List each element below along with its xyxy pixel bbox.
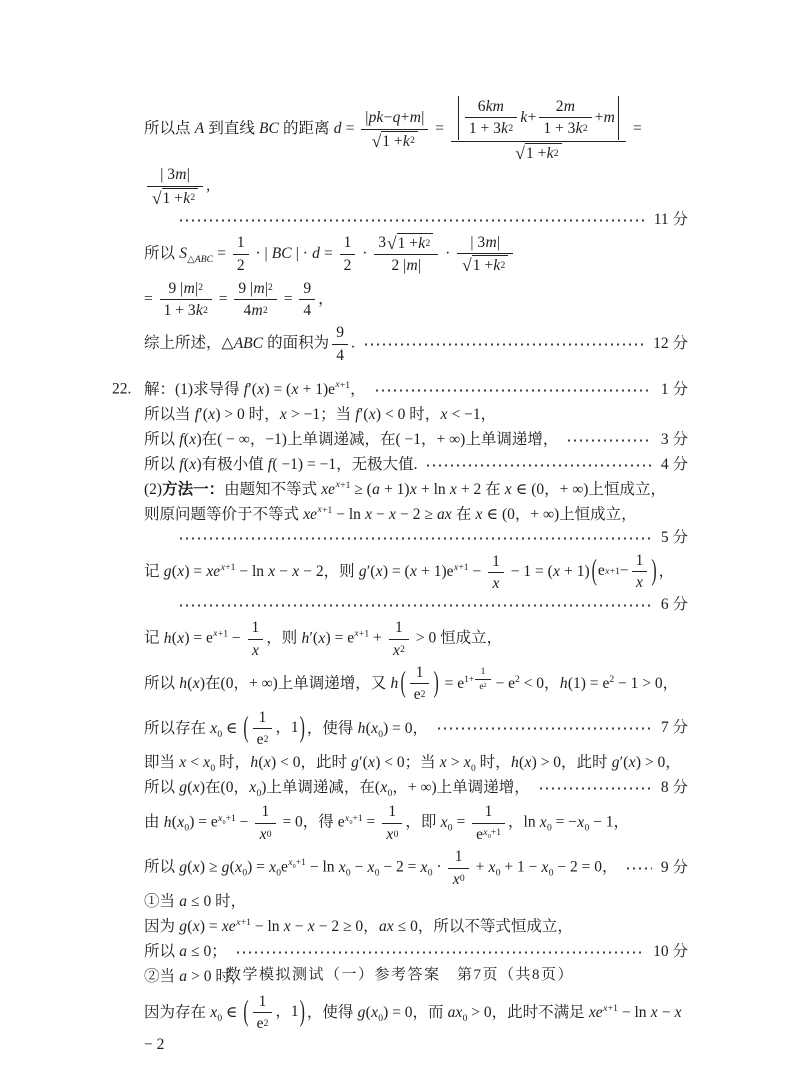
fraction [340,233,356,275]
subscript: △ABC [187,253,214,265]
dot-leader [178,536,652,541]
denominator [361,130,428,151]
fraction [299,279,315,321]
superscript: x0+1 [218,812,236,826]
close-paren: ) [433,667,439,699]
answer-line [112,403,688,427]
denominator: 4 [303,301,312,319]
subscript: 0 [387,788,393,800]
big-parentheses [400,662,440,706]
score-label: 3 分 [660,430,688,448]
answer-line [112,503,688,527]
numerator: 9 | m | 2 [160,279,212,300]
big-parentheses [242,707,305,751]
fraction [457,233,513,276]
radical-sign: √ [515,143,525,163]
paren-body: 1 e 2 ，1 [250,707,299,751]
subscript: 0 [266,828,272,840]
answer-line [112,891,688,915]
math-content: 所以 f(x)在( − ∞，−1)上单调递减，在( −1，+ ∞)上单调递增， [144,430,559,448]
close-paren: ) [299,712,305,744]
answer-line [112,801,688,845]
numerator: 1 [233,233,249,254]
denominator: 1 + 3 k 2 [543,120,588,138]
footer-text: 数学模拟测试（一）参考答案 第7页（共8页） [225,967,574,983]
fraction [361,108,428,151]
answer-line [112,278,688,322]
answer-line [112,776,688,800]
denominator: 1 + 3 k 2 [468,120,514,138]
math-content: 所以 h(x)在(0，+ ∞)上单调递增，又 h ( 1 e 2 ) = $e^{1+ 1 e 2}$ − $e^2 < 0$，$h(1) = e^2 - 1 > 0$， [144,662,678,706]
superscript: x+1 [605,566,620,578]
radical-sign: √ [371,131,382,151]
big-parentheses [242,991,305,1035]
denominator: 4 [336,346,344,364]
score-label: 5 分 [660,529,688,547]
numerator: | 3 m | [147,165,203,186]
answer-line [112,210,688,231]
open-paren: ( [400,667,406,699]
superscript: 2 [190,192,196,204]
answer-line [112,941,688,965]
subscript: 0 [378,1012,384,1024]
denominator: 2 [236,256,245,274]
denominator: 4 m 2 [243,301,268,319]
superscript: 2 [198,282,203,294]
answer-line [112,453,688,477]
score-label: 4 分 [660,455,688,473]
subscript: 0 [546,822,552,834]
answer-line [112,707,688,751]
superscript: 2 [609,673,615,685]
denominator [451,142,626,163]
denominator: e 2 [479,681,487,693]
denominator: x 0 [259,825,272,843]
math-content: 解：(1)求导得 $f'(x) = (x + 1)e^{x+1}$， [144,379,366,398]
superscript: 2 [203,304,208,316]
numerator: 1 [410,663,430,684]
math-content: 所以 $g(x) \ge g(x_0) = x_0e^{x_0+1} - \ln x_0 - x_0 - 2 = x_0$ · 1 x 0 + $x_0 + 1 - x_0 - 2 = 0$， [144,848,618,888]
math-content: ①当 a ≤ 0 时， [144,893,247,911]
math-content: 因为存在 $x_0$ ∈ ( 1 e 2 ，1 ) ，使得 $g(x_0) = 0$，而 $ax_0 > 0$，此时不满足 $xe^{x+1} - \ln x - x - 2$ [144,992,682,1053]
numerator: | pk − q + m | [361,108,428,129]
math-content: 综上所述，△ABC 的面积为 $\frac{9}{4}$ . [144,324,355,364]
superscript: 2 [483,683,487,690]
subscript: 0 [222,819,226,826]
answer-line [112,662,688,706]
numerator: 1 [340,233,356,254]
denominator [147,187,203,208]
superscript: x+1 [335,379,351,391]
tall-abs-bar [618,96,619,140]
subscript: 0 [495,867,501,879]
superscript: $x_0+1$ [483,827,502,840]
subscript: 0 [349,819,353,826]
superscript: 2 [400,644,405,656]
numerator: 1 [382,802,402,823]
denominator: x [251,641,259,659]
subscript: 0 [378,728,384,740]
math-content: ②当 a > 0 时， [144,968,247,986]
square-root [372,131,418,151]
denominator: 2 | m | [391,257,422,275]
denominator: x 0 [386,825,399,843]
subscript: 0 [427,867,433,879]
answer-line [112,550,688,594]
numerator: 1 [448,847,468,868]
dot-leader [538,786,652,791]
math-content: 所以当 f′(x) > 0 时，x > −1；当 f′(x) < 0 时，x < −1， [144,405,497,423]
math-content: 所以 $S_{\triangle ABC}$ = $\frac{1}{2}$ · | BC | · d = $\frac{1}{2}$ · 3 √ 1 + k 2 2 | m | · | 3 m | √ 1 + k 2 [144,232,516,277]
subscript: 0 [470,763,476,775]
math-content: 所以存在 $x_0$ ∈ ( 1 e 2 ，1 ) ，使得 $h(x_0) = 0$， [144,707,428,751]
numerator: 1 [389,618,409,639]
numerator: 9 | m | 2 [234,279,276,300]
answer-line [112,846,688,890]
math-content: 记 $h(x) = e^{x+1}$ − $\frac{1}{x}$ ，则 $h'(x) = e^{x+1}$ + 1 x 2 > 0 恒成立， [144,619,503,659]
subscript: 0 [256,788,262,800]
superscript: 2 [410,135,415,147]
fraction [248,618,264,660]
fraction [234,279,276,321]
fraction [332,323,348,365]
numerator: 1 [255,802,275,823]
close-paren: ) [651,555,657,587]
subscript: 0 [487,833,491,840]
superscript: 1+ 1 e 2 [464,674,491,685]
subscript: 0 [276,867,282,879]
fraction [382,802,402,844]
fraction [374,233,438,276]
math-content: 记 $g(x) = xe^{x+1} - \ln x - x - 2$，则 $g'(x) = (x + 1)e^{x+1}$ − $\frac{1}{x}$ − 1 = (x + 1) ( e x+1 − $\frac{1}{x}$ ) ， [144,551,675,592]
answer-line [112,751,688,775]
superscript: 2 [553,147,559,159]
answer-line [112,916,688,940]
superscript: 2 [582,123,588,135]
answer-content [112,94,688,1057]
answer-line [112,232,688,277]
superscript: 2 [420,689,426,701]
fraction [465,97,517,139]
denominator: e 2 [413,686,426,704]
dot-leader [436,726,652,731]
paren-body: e x+1 − $\frac{1}{x}$ [598,550,650,594]
subscript: 0 [210,763,216,775]
fraction [451,96,626,163]
denominator: x [636,574,643,592]
big-parentheses [591,550,658,594]
paren-body: 1 e 2 ，1 [250,991,299,1035]
numerator: 1 [472,802,505,823]
numerator: 6 km 1 + 3 k 2 k + 2 m 1 + 3 k 2 + m [451,96,626,142]
numerator: 1 [475,666,490,680]
superscript: 2 [263,1018,269,1030]
math-content: = 9 | m | 2 1 + 3 k 2 = 9 | m | 2 4 m 2 = $\frac{9}{4}$ ， [144,279,334,319]
score-label: 12 分 [653,334,688,352]
superscript: x0+1 [288,857,306,871]
fraction [632,551,648,593]
subscript: 0 [217,1012,223,1024]
subscript: 0 [459,873,465,885]
superscript: 2 [263,733,269,745]
score-label: 10 分 [653,943,688,961]
subscript: 0 [184,822,190,834]
subscript: 0 [393,828,399,840]
superscript: x+1 [213,628,229,640]
radicand: 1 + k 2 [525,143,562,163]
math-content: 即当 $x < x_0$ 时，h(x) < 0，此时 g′(x) < 0；当 $x > x_0$ 时，h(x) > 0，此时 g′(x) > 0， [144,753,681,775]
fraction [253,992,273,1034]
fraction [410,663,430,705]
math-content: 所以 g(x)在(0，$x_0$)上单调递减，在($x_0$，+ ∞)上单调递增， [144,778,530,800]
dot-leader [178,218,645,223]
fraction [448,847,468,889]
score-label: 7 分 [660,719,688,737]
numerator: 1 [248,618,264,639]
numerator: 1 [253,708,273,729]
subscript: 0 [447,822,453,834]
radical-sign: √ [152,188,162,208]
math-content: 因为 $g(x) = xe^{x+1} - \ln x - x - 2 \ge 0$，ax ≤ 0，所以不等式恒成立， [144,917,573,936]
radicand: 1 + k 2 [162,188,199,208]
denominator [457,254,513,275]
numerator: 9 [332,323,348,344]
denominator: 2 [343,256,352,274]
superscript: x+1 [603,1002,618,1014]
dot-leader [625,866,651,871]
numerator: 1 [488,552,504,573]
denominator: 1 + 3 k 2 [163,301,208,319]
square-root [515,143,561,163]
radicand: 1 + k 2 [381,131,418,151]
numerator: 2 m [539,97,591,118]
denominator: x 2 [392,641,405,659]
answer-line [112,478,688,502]
denominator: e 2 [256,731,269,749]
numerator: 9 [299,279,315,300]
superscript: x+1 [453,561,469,573]
superscript: x+1 [220,561,236,573]
score-label: 9 分 [660,858,688,876]
fraction [475,666,490,693]
radicand: 1 + k 2 [472,255,509,275]
fraction [255,802,275,844]
denominator: e $x_0+1$ [476,825,502,843]
superscript: 2 [500,260,506,272]
answer-line [112,322,688,366]
radicand: 1 + k 2 [397,233,434,253]
math-content: 则原问题等价于不等式 $xe^{x+1} - \ln x - x - 2$ ≥ ax 在 x ∈ (0，+ ∞)上恒成立， [144,504,637,523]
dot-leader [178,603,652,608]
superscript: 2 [425,237,431,249]
radical-sign: √ [387,233,397,253]
subscript: 0 [548,867,554,879]
answer-line [112,95,688,209]
open-paren: ( [243,996,249,1028]
math-content: 所以 f(x)有极小值 f( −1) = −1，无极大值. [144,455,418,473]
answer-line [112,428,688,452]
close-paren: ) [299,996,305,1028]
score-label: 11 分 [653,210,688,228]
superscript: x+1 [236,917,251,929]
math-content: 由 $h(x_0) = e^{x_0+1}$ − 1 x 0 = 0，得 $e^{x_0+1}$ = 1 x 0 ，即 $x_0$ = 1 e $x_0+1$ ，$\ln x_0 = -x_0 - 1$， [144,803,630,843]
answer-line [112,991,688,1056]
numerator: 3 √ 1 + k 2 [374,233,438,255]
superscript: 2 [263,304,268,316]
superscript: 2 [514,673,520,685]
denominator: x 0 [452,870,465,888]
open-paren: ( [591,555,597,587]
numerator: 6 km [465,97,517,118]
math-content: 所以点 A 到直线 BC 的距离 d = | pk − q + m | √ 1 + k 2 = 6 km 1 + 3 k 2 k + 2 m 1 + 3 k 2 + m √ 1 + k 2 = | 3 m | √ 1 + k 2 , [144,98,642,208]
paren-body [407,662,433,706]
open-paren: ( [243,712,249,744]
square-root [387,233,433,253]
fraction [160,279,212,321]
bold-text: 方法一： [162,480,225,498]
score-label: 8 分 [660,778,688,796]
dot-leader [374,388,652,393]
fraction [233,233,249,275]
dot-leader [566,438,652,443]
numerator: 1 [632,551,648,572]
dot-leader [363,342,644,347]
dot-leader [425,463,651,468]
fraction [472,802,505,844]
subscript: 0 [374,867,380,879]
fraction [147,165,203,208]
superscript: x+1 [335,479,351,491]
denominator: x [492,574,500,592]
subscript: 0 [345,867,351,879]
fraction [539,97,591,139]
superscript: x+1 [317,504,333,516]
math-content: 所以 a ≤ 0； [144,943,227,961]
superscript: 2 [268,282,273,294]
subscript: 0 [462,1012,468,1024]
tall-abs-bar [458,96,459,140]
denominator: e 2 [256,1015,269,1033]
problem-number: 22. [112,380,132,398]
superscript: x+1 [354,628,370,640]
numerator: | 3 m | [457,233,513,254]
answer-line [112,528,688,549]
subscript: 0 [217,728,223,740]
score-label: 6 分 [660,596,688,614]
score-label: 1 分 [660,380,688,398]
superscript: 2 [508,123,514,135]
square-root [462,255,508,275]
subscript: 0 [584,822,590,834]
fraction [253,708,273,750]
subscript: 0 [242,867,248,879]
answer-line [112,378,688,402]
answer-line [112,617,688,661]
dot-leader [235,950,644,955]
numerator: 1 [253,992,273,1013]
square-root [152,188,198,208]
math-content: (2)方法一：由题知不等式 $xe^{x+1} \ge (a + 1)x + \ln x + 2$ 在 x ∈ (0，+ ∞)上恒成立， [144,479,666,498]
page-footer [0,963,800,984]
answer-line [112,595,688,616]
radical-sign: √ [462,256,472,276]
superscript: x0+1 [344,812,363,826]
fraction [488,552,504,594]
subscript: 0 [292,864,296,871]
fraction [389,618,409,660]
